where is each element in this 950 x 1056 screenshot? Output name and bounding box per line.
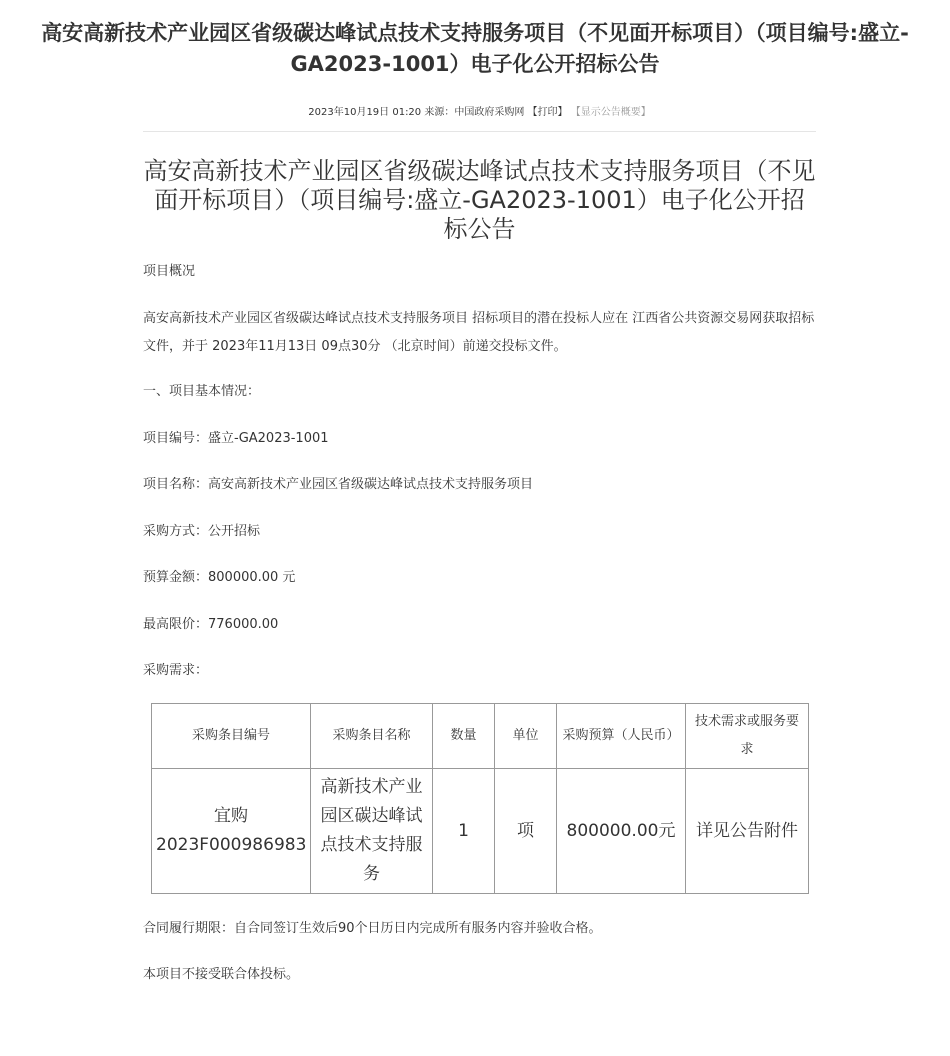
content-title: 高安高新技术产业园区省级碳达峰试点技术支持服务项目（不见面开标项目）（项目编号:盛立-GA2023-1001）电子化公开招标公告 [143, 157, 816, 243]
print-link[interactable]: 【打印】 [527, 107, 568, 118]
requirements-table [151, 703, 809, 894]
table-row [152, 769, 809, 894]
header-unit: 单位 [495, 704, 557, 769]
page-title: 高安高新技术产业园区省级碳达峰试点技术支持服务项目（不见面开标项目）（项目编号:盛立-GA2023-1001）电子化公开招标公告 [41, 21, 909, 76]
procurement-method: 采购方式：公开招标 [143, 524, 261, 539]
max-price: 最高限价：776000.00 [143, 617, 279, 632]
requirements-label: 采购需求： [143, 663, 209, 678]
table-header-row [152, 704, 809, 769]
budget-amount: 预算金额：800000.00 元 [143, 570, 296, 585]
header-quantity: 数量 [433, 704, 495, 769]
cell-unit: 项 [495, 769, 557, 894]
source-label: 来源： [424, 107, 455, 118]
overview-heading: 项目概况 [143, 264, 196, 279]
consortium-note: 本项目不接受联合体投标。 [143, 967, 300, 982]
publish-datetime: 2023年10月19日 01:20 [308, 107, 422, 118]
section1-heading: 一、项目基本情况： [143, 384, 261, 399]
cell-requirements: 详见公告附件 [686, 769, 809, 894]
cell-item-name: 高新技术产业园区碳达峰试点技术支持服务 [311, 769, 433, 894]
article-meta [143, 103, 816, 118]
header-item-no: 采购条目编号 [152, 704, 311, 769]
contract-period: 合同履行期限：自合同签订生效后90个日历日内完成所有服务内容并验收合格。 [143, 921, 602, 936]
cell-budget: 800000.00元 [557, 769, 686, 894]
project-number: 项目编号：盛立-GA2023-1001 [143, 431, 329, 446]
show-summary-link[interactable]: 【显示公告概要】 [570, 107, 651, 118]
source-name: 中国政府采购网 [454, 107, 525, 118]
project-name: 项目名称：高安高新技术产业园区省级碳达峰试点技术支持服务项目 [143, 477, 534, 492]
header-item-name: 采购条目名称 [311, 704, 433, 769]
header-requirements: 技术需求或服务要求 [686, 704, 809, 769]
divider [143, 131, 816, 132]
cell-item-no: 宜购2023F000986983 [152, 769, 311, 894]
cell-quantity: 1 [433, 769, 495, 894]
overview-text: 高安高新技术产业园区省级碳达峰试点技术支持服务项目 招标项目的潜在投标人应在 江西省公共资源交易网获取招标文件，并于 2023年11月13日 09点30分 （北京时间）前递交投标文件。 [143, 311, 815, 354]
header-budget: 采购预算（人民币） [557, 704, 686, 769]
